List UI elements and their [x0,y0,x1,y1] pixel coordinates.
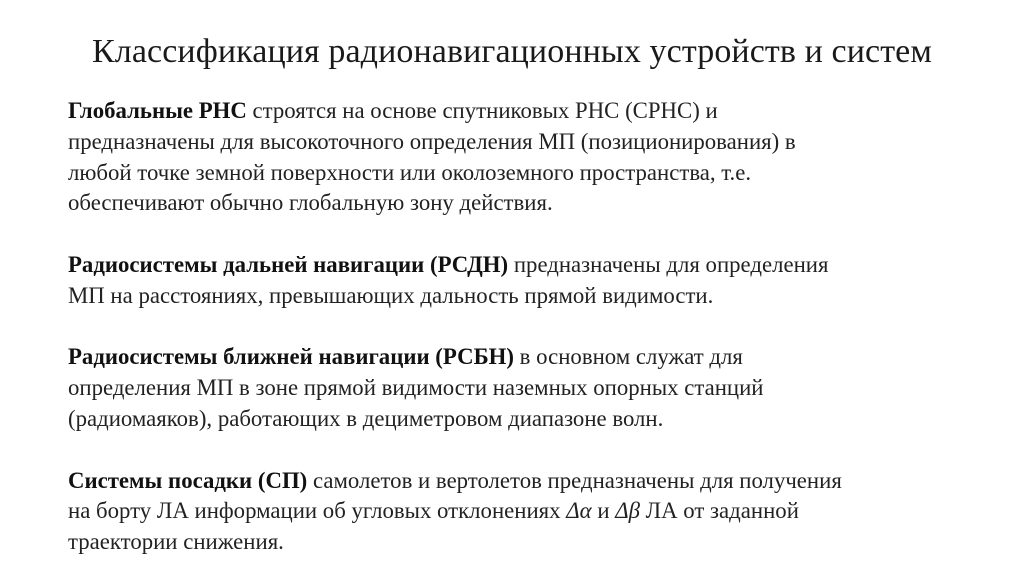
text-line [68,96,968,127]
delta-alpha-symbol: Δα [566,498,592,524]
paragraph-gap [68,435,968,466]
text-line: любой точке земной поверхности или околоземного пространства, т.е. [68,159,752,185]
text-line: траектории снижения. [68,529,284,555]
paragraph-global-rns [68,96,968,219]
text-segment: и [591,498,616,524]
paragraph-rsbn [68,342,968,434]
paragraph-landing-systems [68,466,968,558]
text-line [68,250,968,281]
paragraph-gap [68,312,968,343]
text-line [68,342,968,373]
paragraph-gap [68,219,968,250]
term-global-rns: Глобальные РНС [68,98,247,123]
term-rsbn: Радиосистемы ближней навигации (РСБН) [68,344,514,370]
text-line: определения МП в зоне прямой видимости наземных опорных станций [68,375,764,401]
text-segment: строятся на основе спутниковых РНС (СРНС) и [246,98,718,123]
text-line [68,466,968,497]
text-line: МП на расстояниях, превышающих дальность прямой видимости. [68,282,714,308]
text-line: обеспечивают обычно глобальную зону действия. [68,190,553,216]
text-line: предназначены для высокоточного определения МП (позиционирования) в [68,128,796,154]
text-segment: самолетов и вертолетов предназначены для получения [307,467,842,493]
text-segment: ЛА от заданной [639,498,799,524]
text-segment: на борту ЛА информации об угловых отклонениях [68,498,567,524]
slide-content [68,96,968,558]
term-landing-systems: Системы посадки (СП) [68,467,308,493]
term-rsdn: Радиосистемы дальней навигации (РСДН) [68,251,509,277]
text-line: (радиомаяков), работающих в дециметровом диапазоне волн. [68,405,664,431]
text-segment: предназначены для определения [508,251,829,277]
delta-beta-symbol: Δβ [615,498,640,524]
text-segment: в основном служат для [513,344,743,370]
paragraph-rsdn [68,250,968,312]
text-line [68,496,968,527]
slide-title: Классификация радионавигационных устройств и систем [92,33,932,70]
